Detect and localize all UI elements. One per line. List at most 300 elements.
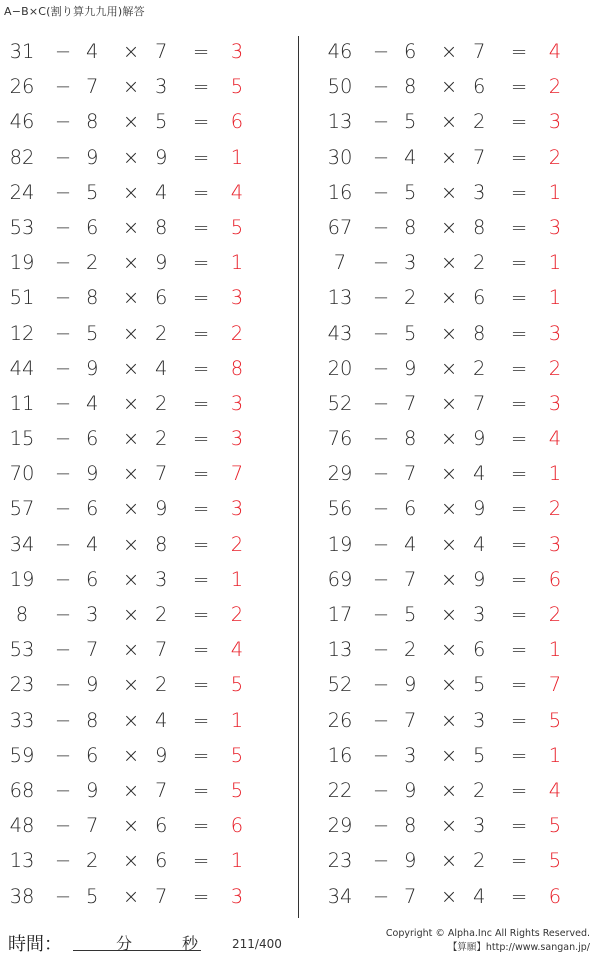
minus-sign: − [372,286,390,310]
equals-sign: = [510,462,528,486]
problem-row [0,808,290,843]
equals-sign: = [510,743,528,767]
times-sign: × [440,215,458,239]
operand-b: 8 [86,110,99,134]
times-sign: × [440,603,458,626]
equals-sign: = [510,75,528,99]
operand-a: 69 [327,567,353,591]
operand-a: 67 [327,215,353,239]
times-sign: × [122,673,140,697]
answer: 2 [548,603,562,626]
minus-sign: − [372,145,390,169]
minus-sign: − [372,673,390,697]
minus-sign: − [372,778,390,802]
operand-c: 2 [473,251,486,275]
operand-a: 26 [9,75,35,99]
answer: 5 [548,708,562,732]
equals-sign: = [510,321,528,345]
operand-a: 57 [9,497,35,521]
minus-sign: − [372,814,390,838]
problem-row [315,703,600,738]
equals-sign: = [192,75,210,99]
answer: 4 [230,180,244,204]
operand-c: 8 [155,215,168,239]
operand-b: 4 [404,532,417,556]
operand-c: 2 [155,673,168,697]
operand-a: 31 [9,40,35,63]
minus-sign: − [372,567,390,591]
operand-b: 8 [404,75,417,99]
operand-b: 3 [404,743,417,767]
times-sign: × [122,180,140,204]
problem-row [315,808,600,843]
answer: 2 [230,603,244,626]
minus-sign: − [372,603,390,626]
equals-sign: = [192,145,210,169]
operand-b: 4 [86,391,99,415]
minus-sign: − [54,427,72,451]
operand-a: 48 [9,814,35,838]
minus-sign: − [54,884,72,908]
problem-row [0,491,290,526]
problem-row [0,597,290,632]
operand-a: 53 [9,638,35,662]
operand-a: 53 [9,215,35,239]
problem-row [315,491,600,526]
operand-b: 7 [404,391,417,415]
operand-c: 8 [473,321,486,345]
equals-sign: = [510,673,528,697]
operand-a: 13 [9,849,35,873]
equals-sign: = [192,391,210,415]
problem-row [0,69,290,104]
equals-sign: = [192,497,210,521]
operand-a: 33 [9,708,35,732]
operand-c: 4 [473,884,486,908]
answer: 4 [548,40,562,63]
times-sign: × [440,497,458,521]
times-sign: × [440,110,458,134]
equals-sign: = [192,321,210,345]
operand-c: 2 [473,356,486,380]
operand-a: 15 [9,427,35,451]
problem-row [0,280,290,315]
problem-row [315,69,600,104]
operand-a: 17 [327,603,353,626]
operand-c: 2 [155,603,168,626]
operand-c: 4 [155,356,168,380]
equals-sign: = [510,778,528,802]
minus-sign: − [54,567,72,591]
equals-sign: = [192,849,210,873]
site-link[interactable]: 【算願】http://www.sangan.jp/ [447,942,590,953]
minus-sign: − [54,286,72,310]
operand-c: 9 [155,497,168,521]
minus-sign: − [54,497,72,521]
operand-c: 9 [155,251,168,275]
equals-sign: = [510,884,528,908]
equals-sign: = [510,603,528,626]
answer: 3 [230,286,244,310]
answer: 1 [230,849,244,873]
operand-c: 4 [473,462,486,486]
answer: 4 [548,778,562,802]
problem-row [0,773,290,808]
operand-c: 2 [473,110,486,134]
answer: 1 [230,145,244,169]
problem-row [0,351,290,386]
operand-b: 7 [86,75,99,99]
answer: 3 [548,215,562,239]
times-sign: × [122,567,140,591]
operand-a: 50 [327,75,353,99]
answer: 5 [548,814,562,838]
equals-sign: = [510,356,528,380]
operand-a: 68 [9,778,35,802]
equals-sign: = [510,814,528,838]
operand-a: 46 [9,110,35,134]
operand-b: 6 [404,497,417,521]
answer: 3 [548,321,562,345]
equals-sign: = [192,778,210,802]
equals-sign: = [192,673,210,697]
minus-sign: − [54,532,72,556]
operand-a: 13 [327,110,353,134]
answer: 6 [548,567,562,591]
minus-sign: − [372,532,390,556]
operand-a: 13 [327,638,353,662]
problem-row [315,175,600,210]
operand-c: 2 [155,321,168,345]
problem-row [315,738,600,773]
minus-sign: − [54,778,72,802]
answer: 4 [548,427,562,451]
times-sign: × [122,391,140,415]
operand-c: 3 [473,603,486,626]
times-sign: × [440,849,458,873]
problem-row [0,245,290,280]
operand-c: 3 [473,708,486,732]
problem-row [0,843,290,878]
times-sign: × [440,251,458,275]
times-sign: × [440,427,458,451]
answer: 3 [230,427,244,451]
times-sign: × [440,673,458,697]
minus-sign: − [372,708,390,732]
operand-a: 23 [327,849,353,873]
problem-row [0,316,290,351]
operand-b: 7 [86,814,99,838]
operand-b: 5 [404,603,417,626]
minus-sign: − [54,356,72,380]
page-number: 211/400 [232,937,282,951]
problem-row [0,175,290,210]
times-sign: × [440,532,458,556]
times-sign: × [122,638,140,662]
answer: 5 [230,75,244,99]
answer: 2 [230,532,244,556]
answer: 1 [230,567,244,591]
operand-a: 59 [9,743,35,767]
operand-c: 7 [155,778,168,802]
operand-a: 13 [327,286,353,310]
operand-a: 20 [327,356,353,380]
equals-sign: = [192,427,210,451]
times-sign: × [440,145,458,169]
times-sign: × [122,743,140,767]
operand-a: 52 [327,673,353,697]
equals-sign: = [510,145,528,169]
equals-sign: = [510,215,528,239]
problem-row [0,456,290,491]
answer: 6 [230,814,244,838]
times-sign: × [122,321,140,345]
operand-a: 8 [15,603,29,626]
operand-c: 7 [155,884,168,908]
operand-c: 6 [155,849,168,873]
times-sign: × [440,778,458,802]
operand-c: 7 [155,462,168,486]
answer: 5 [548,849,562,873]
problem-row [0,386,290,421]
time-label: 時間： [8,934,62,955]
problem-row [0,738,290,773]
problem-row [0,562,290,597]
operand-b: 8 [404,427,417,451]
minus-sign: − [372,180,390,204]
operand-b: 9 [86,778,99,802]
answer: 5 [230,673,244,697]
operand-a: 76 [327,427,353,451]
answer: 2 [548,497,562,521]
minus-sign: − [54,814,72,838]
operand-c: 9 [473,427,486,451]
operand-c: 3 [155,75,168,99]
problem-row [315,632,600,667]
answer: 6 [548,884,562,908]
equals-sign: = [510,532,528,556]
minus-sign: − [372,356,390,380]
operand-c: 2 [155,427,168,451]
answer: 4 [230,638,244,662]
times-sign: × [440,356,458,380]
problem-row [315,386,600,421]
problem-row [0,421,290,456]
operand-a: 70 [9,462,35,486]
operand-b: 8 [404,215,417,239]
equals-sign: = [510,286,528,310]
operand-b: 7 [404,884,417,908]
operand-a: 19 [9,567,35,591]
minus-sign: − [372,40,390,63]
operand-b: 7 [86,638,99,662]
problem-row [315,773,600,808]
operand-b: 6 [86,567,99,591]
operand-b: 9 [404,356,417,380]
minus-sign: − [54,251,72,275]
operand-c: 9 [473,567,486,591]
equals-sign: = [510,567,528,591]
operand-a: 82 [9,145,35,169]
operand-c: 7 [473,391,486,415]
answer: 1 [548,743,562,767]
operand-c: 7 [473,40,486,63]
operand-a: 30 [327,145,353,169]
operand-a: 56 [327,497,353,521]
operand-a: 44 [9,356,35,380]
worksheet-title: A−B×C(割り算九九用)解答 [4,5,145,18]
operand-a: 11 [9,391,35,415]
operand-c: 7 [473,145,486,169]
problem-row [315,140,600,175]
minus-sign: − [372,638,390,662]
times-sign: × [440,884,458,908]
operand-a: 19 [9,251,35,275]
operand-a: 12 [9,321,35,345]
operand-b: 9 [86,145,99,169]
operand-b: 8 [404,814,417,838]
times-sign: × [440,708,458,732]
times-sign: × [122,215,140,239]
operand-c: 4 [155,180,168,204]
problem-row [0,140,290,175]
operand-c: 2 [473,778,486,802]
operand-b: 8 [86,286,99,310]
problem-row [0,104,290,139]
minus-sign: − [372,110,390,134]
minutes-label: 分 [116,934,133,953]
answer: 1 [548,462,562,486]
operand-c: 6 [473,75,486,99]
operand-a: 29 [327,814,353,838]
answer: 3 [548,391,562,415]
problem-row [315,210,600,245]
problem-row [315,280,600,315]
minus-sign: − [372,75,390,99]
problem-row [315,527,600,562]
operand-b: 9 [86,356,99,380]
equals-sign: = [510,849,528,873]
operand-a: 16 [327,180,353,204]
equals-sign: = [192,40,210,63]
minus-sign: − [54,40,72,63]
left-problem-column [0,34,290,914]
operand-c: 6 [155,286,168,310]
answer: 1 [548,180,562,204]
times-sign: × [122,286,140,310]
operand-c: 9 [473,497,486,521]
answer: 7 [548,673,562,697]
operand-c: 6 [473,286,486,310]
problem-row [315,879,600,914]
answer: 5 [230,215,244,239]
operand-c: 3 [473,814,486,838]
minus-sign: − [54,462,72,486]
minus-sign: − [372,462,390,486]
equals-sign: = [192,638,210,662]
answer: 5 [230,743,244,767]
equals-sign: = [192,286,210,310]
operand-c: 5 [155,110,168,134]
minus-sign: − [372,251,390,275]
answer: 7 [230,462,244,486]
operand-b: 7 [404,708,417,732]
answer: 2 [230,321,244,345]
equals-sign: = [510,110,528,134]
answer: 6 [230,110,244,134]
operand-b: 5 [86,884,99,908]
minus-sign: − [54,391,72,415]
operand-c: 3 [155,567,168,591]
operand-b: 2 [404,638,417,662]
operand-a: 29 [327,462,353,486]
operand-b: 5 [86,321,99,345]
answer: 2 [548,356,562,380]
operand-a: 34 [327,884,353,908]
operand-a: 26 [327,708,353,732]
operand-b: 5 [404,110,417,134]
equals-sign: = [192,110,210,134]
operand-a: 22 [327,778,353,802]
minus-sign: − [54,145,72,169]
operand-c: 2 [473,849,486,873]
operand-a: 43 [327,321,353,345]
operand-c: 8 [473,215,486,239]
problem-row [0,34,290,69]
equals-sign: = [192,532,210,556]
problem-row [315,843,600,878]
minus-sign: − [54,180,72,204]
problem-row [0,632,290,667]
problem-row [315,245,600,280]
operand-b: 9 [86,673,99,697]
problem-row [315,667,600,702]
operand-b: 3 [404,251,417,275]
copyright-block [386,927,590,955]
minus-sign: − [54,673,72,697]
operand-b: 6 [86,497,99,521]
minus-sign: − [372,743,390,767]
times-sign: × [122,251,140,275]
times-sign: × [122,145,140,169]
answer: 2 [548,145,562,169]
minus-sign: − [372,884,390,908]
equals-sign: = [510,40,528,63]
minus-sign: − [372,497,390,521]
minus-sign: − [372,391,390,415]
operand-b: 2 [404,286,417,310]
operand-b: 9 [404,849,417,873]
minus-sign: − [372,849,390,873]
operand-c: 9 [155,743,168,767]
problem-row [315,34,600,69]
operand-b: 9 [404,778,417,802]
operand-b: 2 [86,849,99,873]
operand-b: 6 [404,40,417,63]
operand-a: 46 [327,40,353,63]
minus-sign: − [372,427,390,451]
equals-sign: = [192,603,210,626]
times-sign: × [440,814,458,838]
problem-row [0,210,290,245]
equals-sign: = [192,884,210,908]
answer: 1 [230,708,244,732]
times-sign: × [122,532,140,556]
operand-c: 7 [155,40,168,63]
equals-sign: = [192,814,210,838]
operand-c: 3 [473,180,486,204]
equals-sign: = [192,567,210,591]
